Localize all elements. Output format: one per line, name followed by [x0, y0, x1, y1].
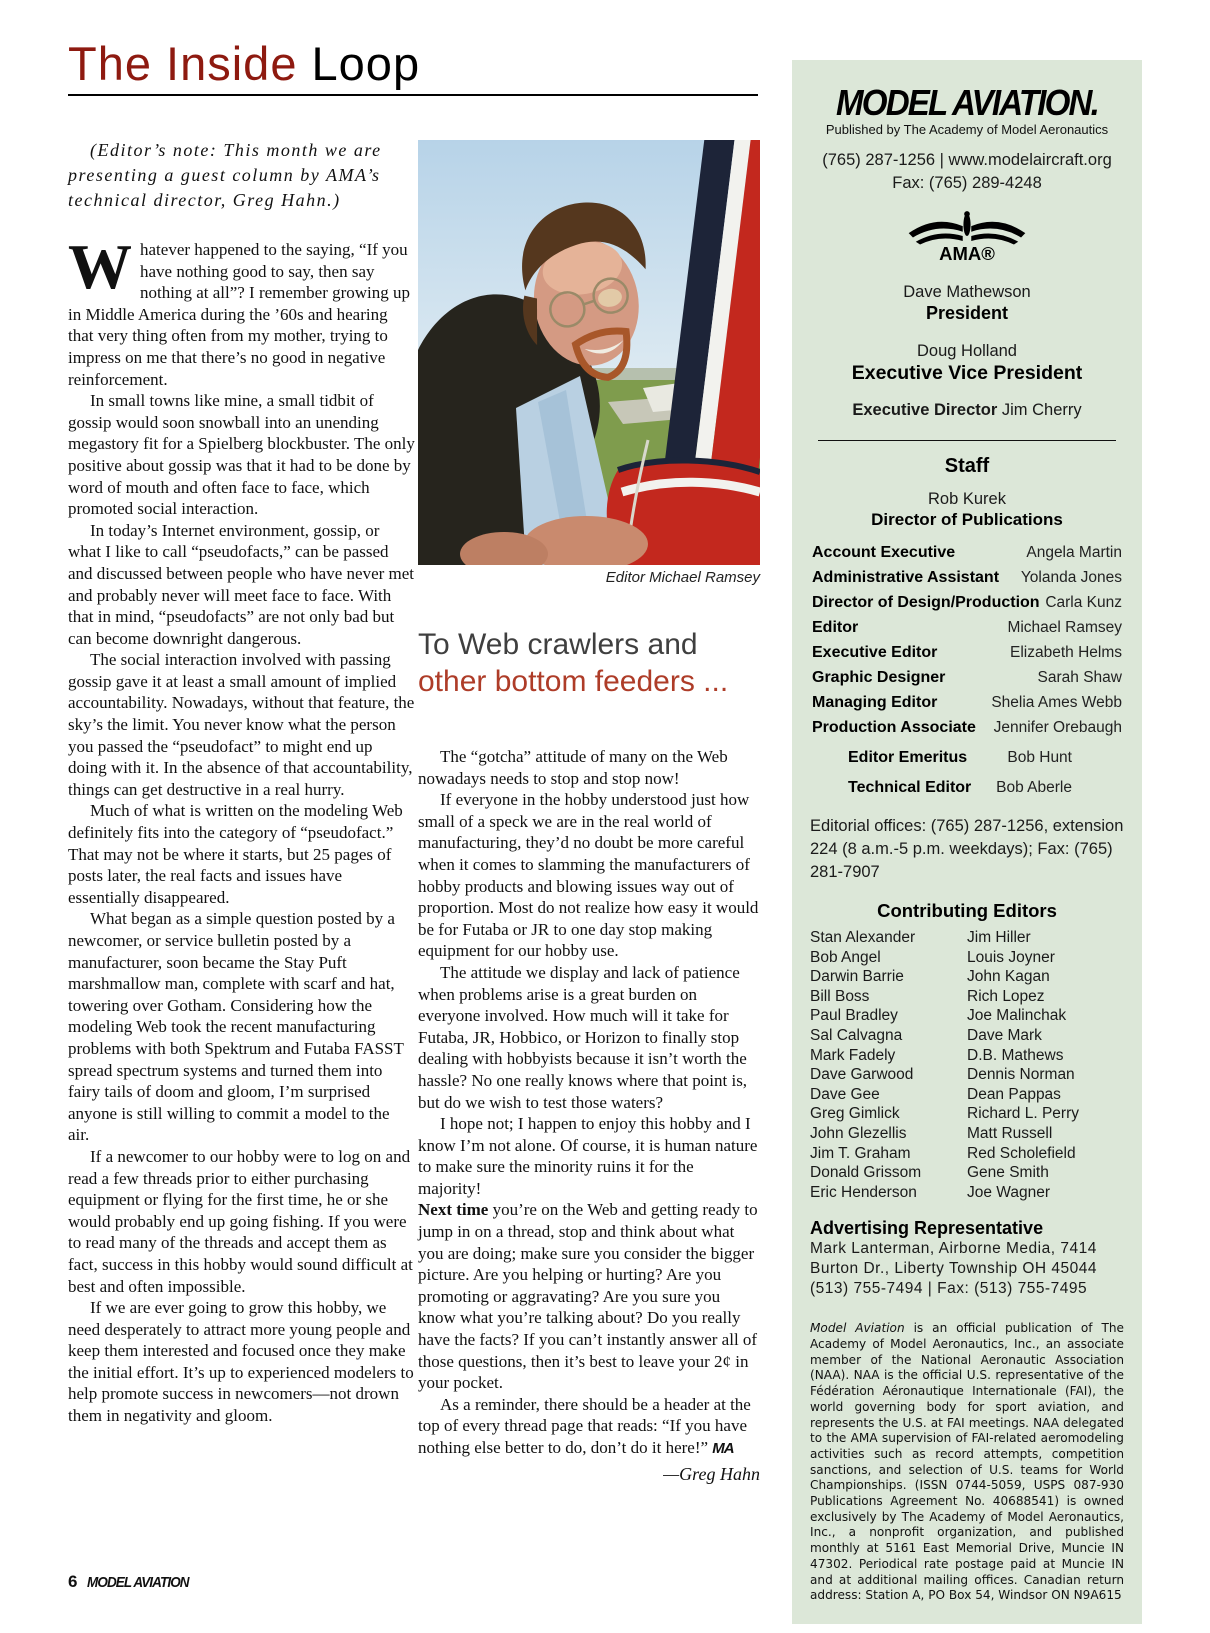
- contributor-name: Eric Henderson: [810, 1183, 917, 1201]
- executive-director-label: Executive Director: [852, 401, 998, 419]
- staff-name: Angela Martin: [1026, 544, 1122, 561]
- contributing-editors-list: [810, 928, 1124, 1202]
- column-headline: [418, 626, 760, 700]
- body-paragraph: I hope not; I happen to enjoy this hobby and I know I’m not alone. Of course, it is human nature to make sure the minority ruins it for the majority!: [418, 1114, 758, 1198]
- fine-print-lead: Model Aviation: [810, 1321, 905, 1336]
- contributor-name: Dennis Norman: [967, 1066, 1075, 1084]
- contributor-name: Greg Gimlick: [810, 1105, 900, 1123]
- staff-row: [812, 694, 1122, 712]
- staff-row: [812, 594, 1122, 612]
- staff-row: [812, 619, 1122, 637]
- contributor-name: Red Scholefield: [967, 1144, 1076, 1162]
- contributor-name: Dean Pappas: [967, 1085, 1061, 1103]
- staff-role: Managing Editor: [812, 694, 938, 711]
- president-title: President: [925, 303, 1009, 323]
- contributor-name: Jim T. Graham: [810, 1144, 911, 1162]
- staff-role: Executive Editor: [812, 644, 938, 661]
- body-paragraph: The attitude we display and lack of patience when problems arise is a great burden on everyone involved. How much will it take for Futaba, JR, Hobbico, or Horizon to finally stop dealing with hobbyists because it isn’t worth the hassle? No one really knows where that point is, but do we wish to test those waters?: [418, 962, 748, 1112]
- staff-role: Editor: [812, 619, 859, 636]
- editors-note: (Editor’s note: This month we are presenting a guest column by AMA’s technical director, Greg Hahn.): [68, 140, 382, 210]
- contributor-name: Jim Hiller: [967, 929, 1031, 946]
- ama-text: AMA®: [939, 243, 995, 265]
- editor-photo: [418, 140, 760, 565]
- publisher-tagline: Published by The Academy of Model Aeronautics: [825, 122, 1109, 137]
- contributor-name: Gene Smith: [967, 1164, 1049, 1182]
- contributing-editors-heading: Contributing Editors: [877, 900, 1057, 921]
- staff-row: [812, 544, 1122, 562]
- sidebar-divider: [818, 440, 1116, 441]
- contributor-name: Darwin Barrie: [810, 968, 904, 986]
- publications-director-title: Director of Publications: [871, 510, 1063, 529]
- body-paragraph: In small towns like mine, a small tidbit of gossip would soon snowball into an unending megastory fit for a Spielberg blockbuster. The only positive about gossip was that it had to be done by word of mouth and often face to face, which promoted social interaction.: [68, 391, 415, 519]
- model-aviation-logo: MODEL AVIATION.: [836, 82, 1098, 123]
- staff-row: [812, 644, 1122, 662]
- title-rule: [68, 94, 758, 96]
- staff-role: Account Executive: [812, 544, 956, 561]
- author-signature: —Greg Hahn: [663, 1463, 760, 1484]
- contributor-name: Bill Boss: [810, 987, 870, 1005]
- headline-line1: To Web crawlers and: [418, 628, 698, 661]
- contributor-name: Joe Malinchak: [967, 1007, 1067, 1025]
- staff-row: [848, 779, 1072, 797]
- staff-role: Production Associate: [812, 719, 976, 736]
- contributor-name: Matt Russell: [967, 1124, 1053, 1142]
- middle-column: [418, 140, 760, 1503]
- contributor-name: Sal Calvagna: [810, 1026, 903, 1044]
- staff-name: Carla Kunz: [1045, 594, 1122, 611]
- staff-row: [812, 719, 1122, 737]
- contributor-name: Mark Fadely: [810, 1046, 896, 1064]
- body-paragraph: What began as a simple question posted by a newcomer, or service bulletin posted by a manufacturer, soon became the Stay Puft marshmallow man, complete with scarf and hat, towering over Gotham. Considering how the modeling Web took the recent manufacturing problems with both Spektrum and Futaba FASST spread spectrum systems and turned them into fairy tails of doom and gloom, I’m surprised anyone is still willing to commit a model to the air.: [68, 909, 404, 1145]
- ad-rep-address: Mark Lanterman, Airborne Media, 7414 Burton Dr., Liberty Township OH 45044: [810, 1240, 1098, 1278]
- staff-name: Shelia Ames Webb: [991, 694, 1122, 711]
- contributor-name: Rich Lopez: [967, 987, 1045, 1005]
- body-paragraph: If everyone in the hobby understood just how small of a speck we are in the real world of manufacturing, they’d no doubt be more careful when it comes to slamming the manufacturers of hobby products and blowing issues way out of proportion. Most do not realize how easy it would be for Futaba or JR to one day stop making equipment for our hobby use.: [418, 790, 759, 961]
- contributor-name: Stan Alexander: [810, 929, 916, 946]
- page-title-black: Loop: [311, 37, 421, 90]
- headline-line2: other bottom feeders ...: [418, 665, 729, 698]
- contributor-name: John Kagan: [967, 968, 1050, 986]
- contributor-name: Richard L. Perry: [967, 1105, 1079, 1123]
- body-paragraph: If we are ever going to grow this hobby, we need desperately to attract more young people and keep them interested and focused once they make the initial effort. It’s up to experienced modelers to help promote success in newcomers—not drown them in negativity and gloom.: [68, 1298, 414, 1426]
- masthead-sidebar: [792, 60, 1142, 1624]
- fine-print: [810, 1321, 1124, 1604]
- publications-director-name: Rob Kurek: [928, 490, 1006, 508]
- staff-role: Editor Emeritus: [848, 749, 968, 766]
- staff-role: Graphic Designer: [812, 669, 946, 686]
- body-paragraph: [68, 231, 415, 390]
- president-name: Dave Mathewson: [903, 283, 1031, 301]
- contributor-name: Louis Joyner: [967, 948, 1055, 966]
- footer-brand-logo: MODEL AVIATION: [87, 1574, 190, 1591]
- photo-caption: Editor Michael Ramsey: [605, 569, 760, 586]
- staff-name: Bob Hunt: [1007, 749, 1072, 766]
- staff-row: [812, 569, 1122, 587]
- page-footer: [68, 1572, 200, 1592]
- contact-fax: Fax: (765) 289-4248: [892, 174, 1042, 192]
- body-paragraph: The social interaction involved with passing gossip gave it at least a small amount of implied accountability. Nowadays, without that feature, the sky’s the limit. You never know what the person you passed the “pseudofact” to might end up doing with it. In the absence of that accountability, things can get destructive in a real hurry.: [68, 650, 415, 799]
- staff-list: [810, 544, 1124, 797]
- page-title-red: The Inside: [68, 37, 298, 90]
- body-paragraph: The “gotcha” attitude of many on the Web nowadays needs to stop and stop now!: [418, 747, 728, 788]
- body-paragraph: If a newcomer to our hobby were to log on and read a few threads prior to either purchasing equipment or flying for the first time, he or she would probably end up going fishing. If you were to read many of the threads and accept them as fact, success in this hobby would sound difficult at best and often impossible.: [68, 1146, 413, 1296]
- staff-role: Director of Design/Production: [812, 594, 1040, 611]
- evp-name: Doug Holland: [917, 342, 1017, 360]
- executive-director-name: Jim Cherry: [1001, 401, 1082, 419]
- contributor-name: Bob Angel: [810, 948, 881, 966]
- body-paragraph: Much of what is written on the modeling Web definitely fits into the category of “pseudofact.” That may not be where it starts, but 25 pages of posts later, the real facts and issues have essentially disappeared.: [68, 801, 403, 907]
- contributor-name: Paul Bradley: [810, 1007, 898, 1025]
- drop-cap: W: [68, 231, 132, 302]
- staff-row: [848, 749, 1072, 767]
- body-paragraph: In today’s Internet environment, gossip, or what I like to call “pseudofacts,” can be passed and discussed between people who have never met and probably never will meet face to face. With that in mind, “pseudofacts” are not only bad but can become downright dangerous.: [68, 520, 415, 648]
- paragraph-text: hatever happened to the saying, “If you have nothing good to say, then say nothing at all”? I remember growing up in Middle America during the ’60s and hearing that very thing often from my mother, trying to impress on me that there’s no good in negative reinforcement.: [68, 240, 411, 389]
- staff-row: [812, 669, 1122, 687]
- page-number: 6: [68, 1572, 78, 1591]
- contributor-name: D.B. Mathews: [967, 1046, 1064, 1064]
- staff-name: Bob Aberle: [996, 779, 1072, 796]
- left-column: [68, 138, 415, 1427]
- staff-role: Technical Editor: [848, 779, 972, 796]
- contributing-column-right: [967, 928, 1124, 1202]
- staff-name: Yolanda Jones: [1020, 569, 1122, 586]
- contributor-name: Dave Mark: [967, 1026, 1042, 1044]
- next-time-paragraph: [418, 1199, 760, 1393]
- contributor-name: Dave Gee: [810, 1085, 880, 1103]
- contributor-name: John Glezellis: [810, 1124, 907, 1142]
- contributor-name: Donald Grissom: [810, 1164, 922, 1182]
- closing-paragraph: [418, 1394, 760, 1460]
- ad-rep-heading: Advertising Representative: [810, 1218, 1044, 1239]
- fine-print-body: is an official publication of The Academy of Model Aeronautics, Inc., an associate member of the National Aeronautic Association (NAA). NAA is the official U.S. representative of the Fédération Aéronautique Internationale (FAI), the world governing body for sport aviation, and represents the U.S. at FAI meetings. NAA delegated to the AMA supervision of FAI-related aeromodeling activities such as record attempts, competition sanctions, and selection of U.S. teams for World Championships. (ISSN 0744-5059, USPS 087-930 Publications Agreement No. 40688541) is owned exclusively by The Academy of Model Aeronautics, Inc., a nonprofit organization, and published monthly at 5161 East Memorial Drive, Muncie IN 47302. Periodical rate postage paid at Muncie IN and at additional mailing offices. Canadian return address: Station A, PO Box 54, Windsor ON N9A615: [810, 1321, 1124, 1603]
- contact-phone-web: (765) 287-1256 | www.modelaircraft.org: [822, 151, 1112, 169]
- staff-name: Jennifer Orebaugh: [993, 719, 1122, 736]
- staff-name: Elizabeth Helms: [1010, 644, 1122, 661]
- end-mark: MA: [712, 1440, 734, 1457]
- contributor-name: Dave Garwood: [810, 1066, 914, 1084]
- paragraph-text: As a reminder, there should be a header at the top of every thread page that reads: “If you have nothing else better to do, don’t do it here!”: [418, 1394, 751, 1457]
- staff-name: Sarah Shaw: [1037, 669, 1122, 686]
- editorial-offices: Editorial offices: (765) 287-1256, extension 224 (8 a.m.-5 p.m. weekdays); Fax: (765) 281-7907: [810, 817, 1124, 881]
- ama-wings-icon: [903, 209, 1031, 273]
- executive-director-line: [810, 401, 1124, 420]
- contributor-name: Joe Wagner: [967, 1183, 1050, 1201]
- next-time-lead: Next time: [418, 1200, 489, 1220]
- contributing-column-left: [810, 928, 967, 1202]
- page-title: [68, 36, 758, 92]
- staff-role: Administrative Assistant: [812, 569, 1000, 586]
- staff-heading: Staff: [944, 455, 990, 477]
- staff-name: Michael Ramsey: [1007, 619, 1122, 636]
- evp-title: Executive Vice President: [851, 362, 1083, 384]
- paragraph-text: you’re on the Web and getting ready to jump in on a thread, stop and think about what you are doing; make sure you consider the bigger picture. Are you helping or hurting? Are you promoting or aggravating? Are you sure you know what you’re talking about? Do you really have the facts? If you can’t instantly answer all of those questions, then it’s best to leave your 2¢ in your pocket.: [418, 1200, 758, 1393]
- ad-rep-phone: (513) 755-7494 | Fax: (513) 755-7495: [810, 1280, 1088, 1298]
